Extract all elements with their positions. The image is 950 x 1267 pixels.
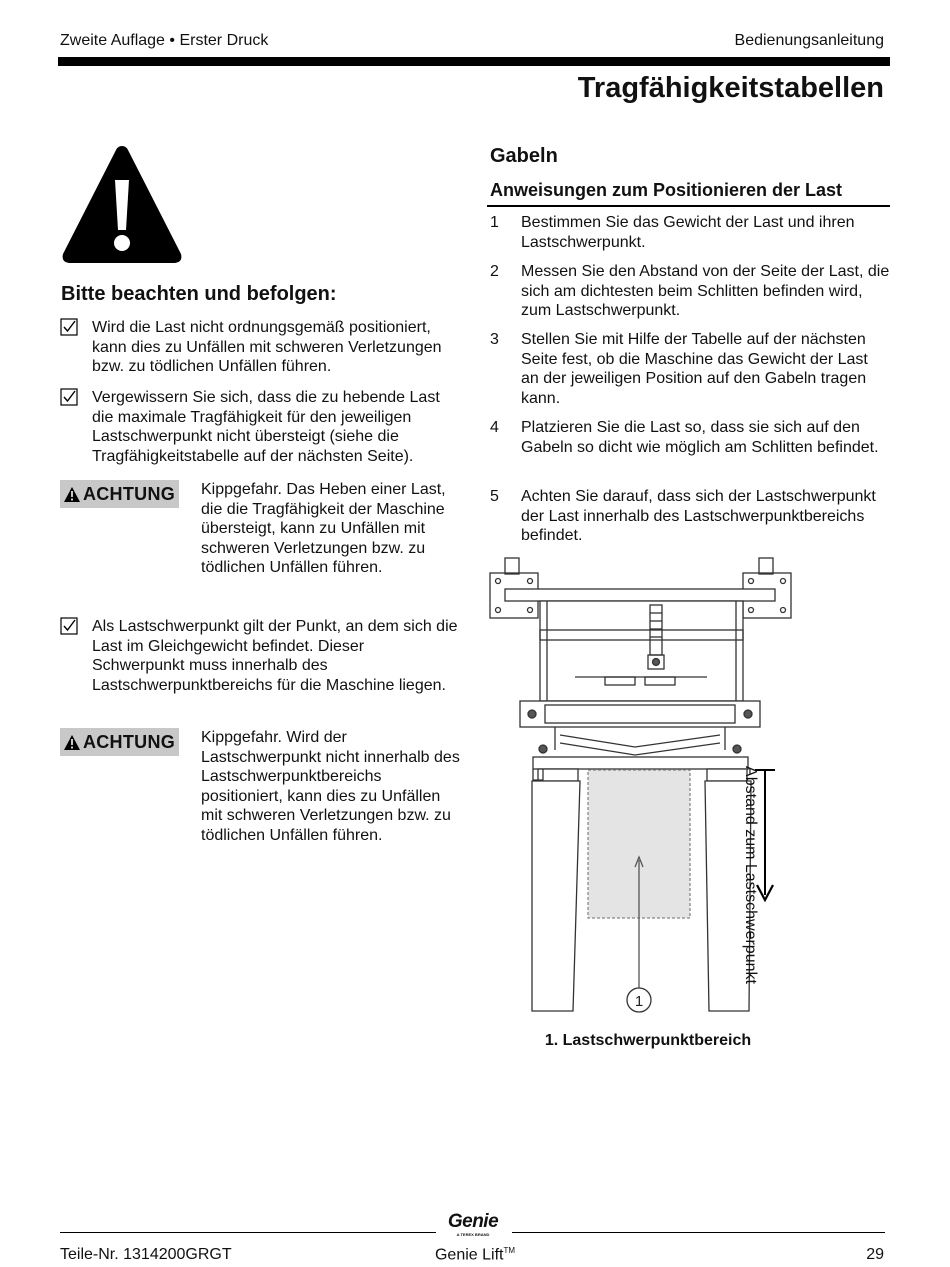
checkbox-checked-icon xyxy=(60,388,78,406)
checklist-text: Vergewissern Sie sich, dass die zu hebende Last die maximale Tragfähigkeit für den jeweiligen Lastschwerpunkt nicht übersteigt (siehe die Tragfähigkeitstabelle auf der nächsten Seite). xyxy=(92,389,440,465)
step-number: 2 xyxy=(490,263,499,280)
subsection-title: Anweisungen zum Positionieren der Last xyxy=(490,180,843,200)
step-text: Platzieren Sie die Last so, dass sie sich auf den Gabeln so dicht wie möglich am Schlitten befindet. xyxy=(521,419,879,456)
warning-triangle-icon xyxy=(60,142,184,266)
alert-triangle-icon xyxy=(64,735,80,750)
checklist-item xyxy=(60,318,460,377)
step-text: Stellen Sie mit Hilfe der Tabelle auf der nächsten Seite fest, ob die Maschine das Gewicht der Last an der jeweiligen Position auf den Gabeln tragen kann. xyxy=(521,331,868,407)
page-title: Tragfähigkeitstabellen xyxy=(577,72,884,104)
fork-carriage-diagram xyxy=(485,555,865,1020)
header-edition: Zweite Auflage • Erster Druck xyxy=(60,32,269,49)
achtung-label: ACHTUNG xyxy=(82,483,176,504)
left-heading: Bitte beachten und befolgen: xyxy=(61,283,337,305)
warning-text: Kippgefahr. Das Heben einer Last, die die Tragfähigkeit der Maschine übersteigt, kann zu Unfällen mit schweren Verletzungen bzw. zu tödlichen Unfällen führen. xyxy=(201,481,446,576)
footer-product-name: Genie Lift xyxy=(434,1246,504,1264)
logo-subline: A TEREX BRAND xyxy=(456,1232,490,1237)
header-manual-type: Bedienungsanleitung xyxy=(734,32,884,49)
step-item xyxy=(490,330,890,408)
checkbox-checked-icon xyxy=(60,318,78,336)
checklist-text: Wird die Last nicht ordnungsgemäß positioniert, kann dies zu Unfällen mit schweren Verletzungen bzw. zu tödlichen Unfällen führen. xyxy=(92,319,442,375)
subsection-rule xyxy=(487,205,890,207)
step-text: Achten Sie darauf, dass sich der Lastschwerpunkt der Last innerhalb des Lastschwerpunktbereichs befindet. xyxy=(521,488,876,544)
checklist-item xyxy=(60,617,460,695)
footer-product xyxy=(380,1246,570,1264)
alert-triangle-icon xyxy=(64,487,80,502)
footer-rule-right xyxy=(512,1232,885,1233)
header-rule xyxy=(58,57,890,66)
logo-wordmark: Genie xyxy=(447,1211,499,1232)
step-number: 1 xyxy=(490,214,499,231)
achtung-label: ACHTUNG xyxy=(82,731,176,752)
step-item xyxy=(490,213,890,252)
trademark-mark: TM xyxy=(503,1246,516,1255)
part-number: Teile-Nr. 1314200GRGT xyxy=(60,1246,232,1263)
figure-side-label: Abstand zum Lastschwerpunkt xyxy=(742,766,759,984)
step-text: Bestimmen Sie das Gewicht der Last und ihren Lastschwerpunkt. xyxy=(521,214,855,251)
genie-logo xyxy=(437,1212,509,1237)
step-number: 5 xyxy=(490,488,499,505)
checklist-text: Als Lastschwerpunkt gilt der Punkt, an dem sich die Last im Gleichgewicht befindet. Dieser Schwerpunkt muss innerhalb des Lastschwerpunktbereichs für die Maschine liegen. xyxy=(92,618,458,694)
checklist-item xyxy=(60,388,460,466)
step-item xyxy=(490,262,890,321)
step-item xyxy=(490,418,890,457)
achtung-badge xyxy=(60,728,179,756)
figure-callout: 1 xyxy=(634,993,644,1010)
achtung-badge xyxy=(60,480,179,508)
checkbox-checked-icon xyxy=(60,617,78,635)
step-number: 4 xyxy=(490,419,499,436)
step-text: Messen Sie den Abstand von der Seite der Last, die sich am dichtesten beim Schlitten befinden wird, zum Lastschwerpunkt. xyxy=(521,263,890,319)
warning-text: Kippgefahr. Wird der Lastschwerpunkt nicht innerhalb des Lastschwerpunktbereichs positioniert, kann dies zu Unfällen mit schweren Verletzungen bzw. zu tödlichen Unfällen führen. xyxy=(201,729,460,844)
section-title: Gabeln xyxy=(490,145,558,167)
step-number: 3 xyxy=(490,331,499,348)
footer-rule-left xyxy=(60,1232,436,1233)
step-item xyxy=(490,487,890,546)
page-number: 29 xyxy=(866,1246,884,1263)
figure-caption: 1. Lastschwerpunktbereich xyxy=(544,1032,752,1049)
